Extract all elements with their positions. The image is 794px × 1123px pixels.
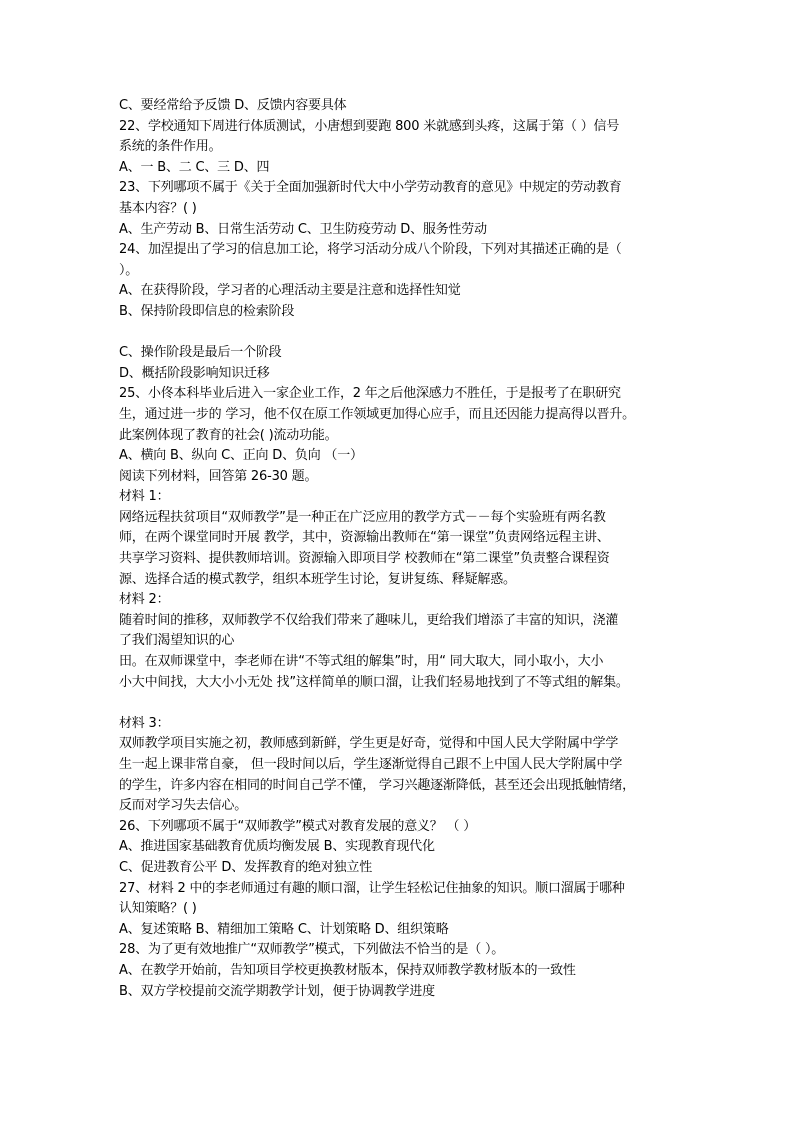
text-line: 阅读下列材料，回答第 26-30 题。 <box>119 468 318 484</box>
text-line: 师，在两个课堂同时开展 教学，其中，资源输出教师在“第一课堂”负责网络远程主讲、 <box>119 530 610 546</box>
document-page <box>119 96 689 1002</box>
text-line: D、概括阶段影响知识迁移 <box>119 365 270 381</box>
text-line: 了我们渴望知识的心 <box>119 633 235 649</box>
text-line: 26、下列哪项不属于“双师教学”模式对教育发展的意义？ （ ） <box>119 818 477 834</box>
text-line: 网络远程扶贫项目“双师教学”是一种正在广泛应用的教学方式－－每个实验班有两名教 <box>119 509 606 525</box>
text-line: A、横向 B、纵向 C、正向 D、负向 （一） <box>119 448 363 464</box>
text-line: 随着时间的推移，双师教学不仅给我们带来了趣味儿，更给我们增添了丰富的知识，浇灌 <box>119 612 619 628</box>
text-line: A、推进国家基础教育优质均衡发展 B、实现教育现代化 <box>119 839 435 855</box>
text-line: ）。 <box>119 262 139 278</box>
text-line: A、一 B、二 C、三 D、四 <box>119 159 270 175</box>
text-line: A、生产劳动 B、日常生活劳动 C、卫生防疫劳动 D、服务性劳动 <box>119 221 487 237</box>
text-line: A、在教学开始前，告知项目学校更换教材版本，保持双师教学教材版本的一致性 <box>119 962 576 978</box>
text-line: B、双方学校提前交流学期教学计划，便于协调教学进度 <box>119 983 435 999</box>
text-line: A、复述策略 B、精细加工策略 C、计划策略 D、组织策略 <box>119 921 449 937</box>
text-line: 22、学校通知下周进行体质测试，小唐想到要跑 800 米就感到头疼，这属于第（ ）信号 <box>119 118 620 134</box>
text-line: C、操作阶段是最后一个阶段 <box>119 345 282 361</box>
text-line: 双师教学项目实施之初，教师感到新鲜，学生更是好奇，觉得和中国人民大学附属中学学 <box>119 736 619 752</box>
text-line: 田。在双师课堂中，李老师在讲“不等式组的解集”时，用“ 同大取大，同小取小，大小 <box>119 654 604 670</box>
blank-line <box>119 323 689 344</box>
text-line: 材料 1： <box>119 489 170 505</box>
text-line: C、促进教育公平 D、发挥教育的绝对独立性 <box>119 859 373 875</box>
text-line: 生，通过进一步的 学习，他不仅在原工作领域更加得心应手，而且还因能力提高得以晋升。 <box>119 406 635 422</box>
text-line: 28、为了更有效地推广“双师教学”模式，下列做法不恰当的是（ ）。 <box>119 942 505 958</box>
text-line: 小大中间找，大大小小无处 找”这样简单的顺口溜，让我们轻易地找到了不等式组的解集。 <box>119 674 629 690</box>
text-line: 材料 2： <box>119 592 170 608</box>
text-line: 的学生，许多内容在相同的时间自己学不懂， 学习兴趣逐渐降低，甚至还会出现抵触情绪， <box>119 777 635 793</box>
text-line: 材料 3： <box>119 715 170 731</box>
text-line: 23、下列哪项不属于《关于全面加强新时代大中小学劳动教育的意见》中规定的劳动教育 <box>119 180 622 196</box>
text-line: 25、小佟本科毕业后进入一家企业工作，2 年之后他深感力不胜任，于是报考了在职研究 <box>119 386 621 402</box>
text-line: 系统的条件作用。 <box>119 139 222 155</box>
text-line: 基本内容？( ) <box>119 200 197 216</box>
text-line: 源、选择合适的模式教学，组织本班学生讨论，复讲复练、释疑解惑。 <box>119 571 516 587</box>
text-line: 24、加涅提出了学习的信息加工论，将学习活动分成八个阶段，下列对其描述正确的是（ <box>119 242 622 258</box>
text-line: 生一起上课非常自豪， 但一段时间以后，学生逐渐觉得自己跟不上中国人民大学附属中学 <box>119 757 623 772</box>
text-line: 反而对学习失去信心。 <box>119 798 248 814</box>
text-line: C、要经常给予反馈 D、反馈内容要具体 <box>119 98 347 113</box>
blank-line <box>119 693 689 714</box>
text-line: B、保持阶段即信息的检索阶段 <box>119 303 295 319</box>
text-line: 27、材料 2 中的李老师通过有趣的顺口溜，让学生轻松记住抽象的知识。顺口溜属于哪种 <box>119 880 625 896</box>
text-line: 共享学习资料、提供教师培训。资源输入即项目学 校教师在“第二课堂”负责整合课程资 <box>119 551 610 567</box>
text-line: 此案例体现了教育的社会( )流动功能。 <box>119 427 338 443</box>
text-line: A、在获得阶段，学习者的心理活动主要是注意和选择性知觉 <box>119 283 461 299</box>
text-line: 认知策略？( ) <box>119 901 197 917</box>
